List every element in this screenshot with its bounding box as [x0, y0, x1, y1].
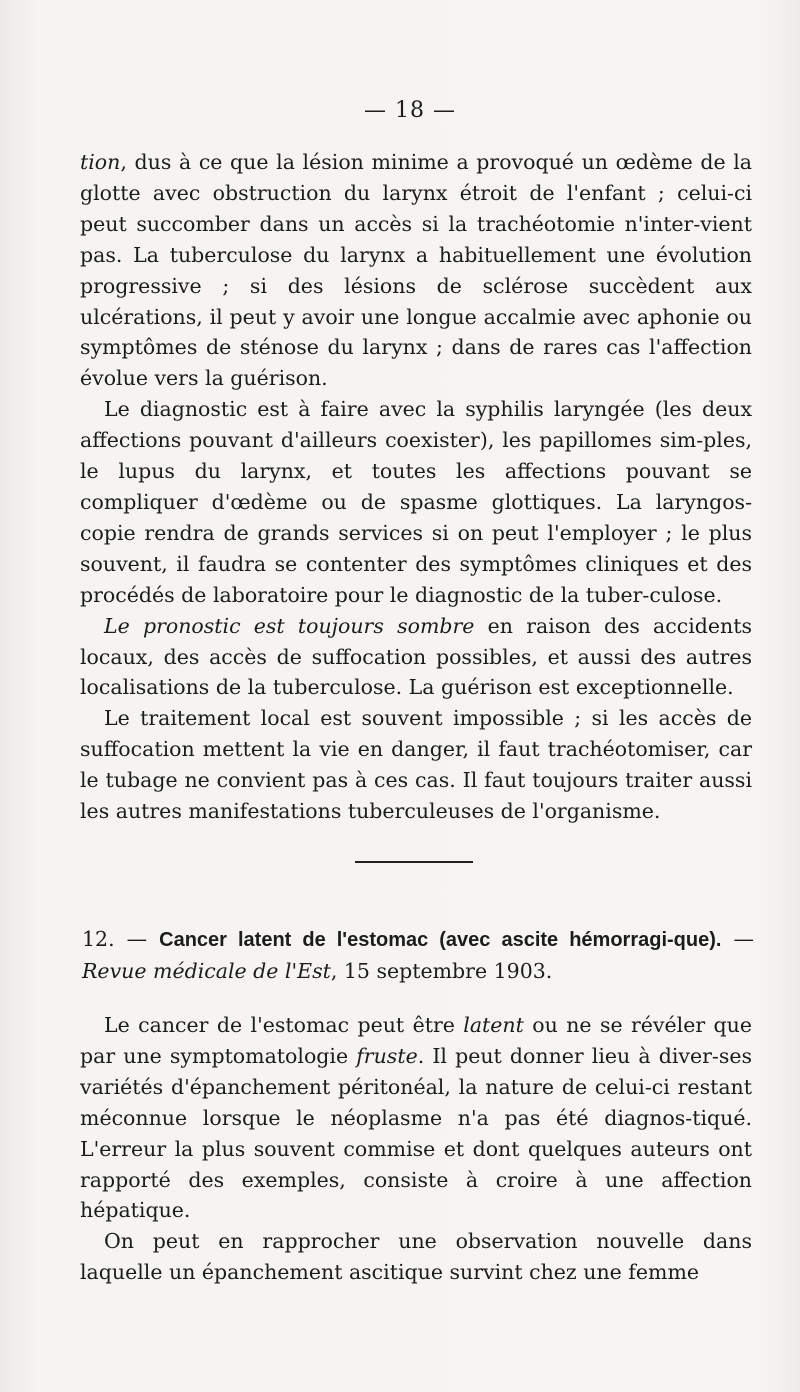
article-date: , 15 septembre 1903.: [330, 958, 553, 983]
article-journal: Revue médicale de l'Est: [82, 958, 331, 983]
article-title: Cancer latent de l'estomac (avec ascite hémorragi-que).: [159, 929, 722, 951]
page-number: — 18 —: [364, 98, 456, 123]
paragraph-laryngeal-tuberculosis: tion, dus à ce que la lésion minime a provoqué un œdème de la glotte avec obstruction du larynx étroit de l'enfant ; celui-ci peut succomber dans un accès si la trachéotomie n'inter-vient pas. La tuberculose du larynx a habituellement une évolution progressive ; si des lésions de sclérose succèdent aux ulcérations, il peut y avoir une longue accalmie avec aphonie ou symptômes de sténose du larynx ; dans de rares cas l'affection évolue vers la guérison.: [80, 150, 752, 391]
paragraph-latent-cancer: Le cancer de l'estomac peut être latent ou ne se révéler que par une symptomatologie fruste. Il peut donner lieu à diver-ses variétés d'épanchement péritonéal, la nature de celui-ci restant méconnue lorsque le néoplasme n'a pas été diagnos-tiqué. L'erreur la plus souvent commise et dont quelques auteurs ont rapporté des exemples, consiste à croire à une affection hépatique.: [80, 1013, 752, 1223]
paragraph-prognosis: Le pronostic est toujours sombre en raison des accidents locaux, des accès de suffocation possibles, et aussi des autres localisations de la tuberculose. La guérison est exceptionnelle.: [80, 613, 753, 700]
article-number: 12.: [82, 927, 115, 951]
paragraph-diagnosis: Le diagnostic est à faire avec la syphilis laryngée (les deux affections pouvant d'ailleurs coexister), les papillomes sim-ples, le lupus du larynx, et toutes les affections pouvant se compliquer d'œdème ou de spasme glottiques. La laryngos-copie rendra de grands services si on peut l'employer ; le plus souvent, il faudra se contenter des symptômes cliniques et des procédés de laboratoire pour le diagnostic de la tuber-culose.: [80, 397, 752, 607]
section-divider: [355, 861, 473, 863]
paragraph-treatment: Le traitement local est souvent impossible ; si les accès de suffocation mettent la vie en danger, il faut trachéotomiser, car le tubage ne convient pas à ces cas. Il faut toujours traiter aussi les autres manifestations tuberculeuses de l'organisme.: [80, 706, 752, 824]
paragraph-observation: On peut en rapprocher une observation nouvelle dans laquelle un épanchement ascitique survint chez une femme: [80, 1229, 752, 1285]
body-text-section-1: [80, 147, 752, 827]
body-text-section-2: [80, 1010, 752, 1288]
article-heading: 12. — Cancer latent de l'estomac (avec ascite hémorragi-que). — Revue médicale de l'Est, 15 septembre 1903.: [82, 927, 754, 983]
